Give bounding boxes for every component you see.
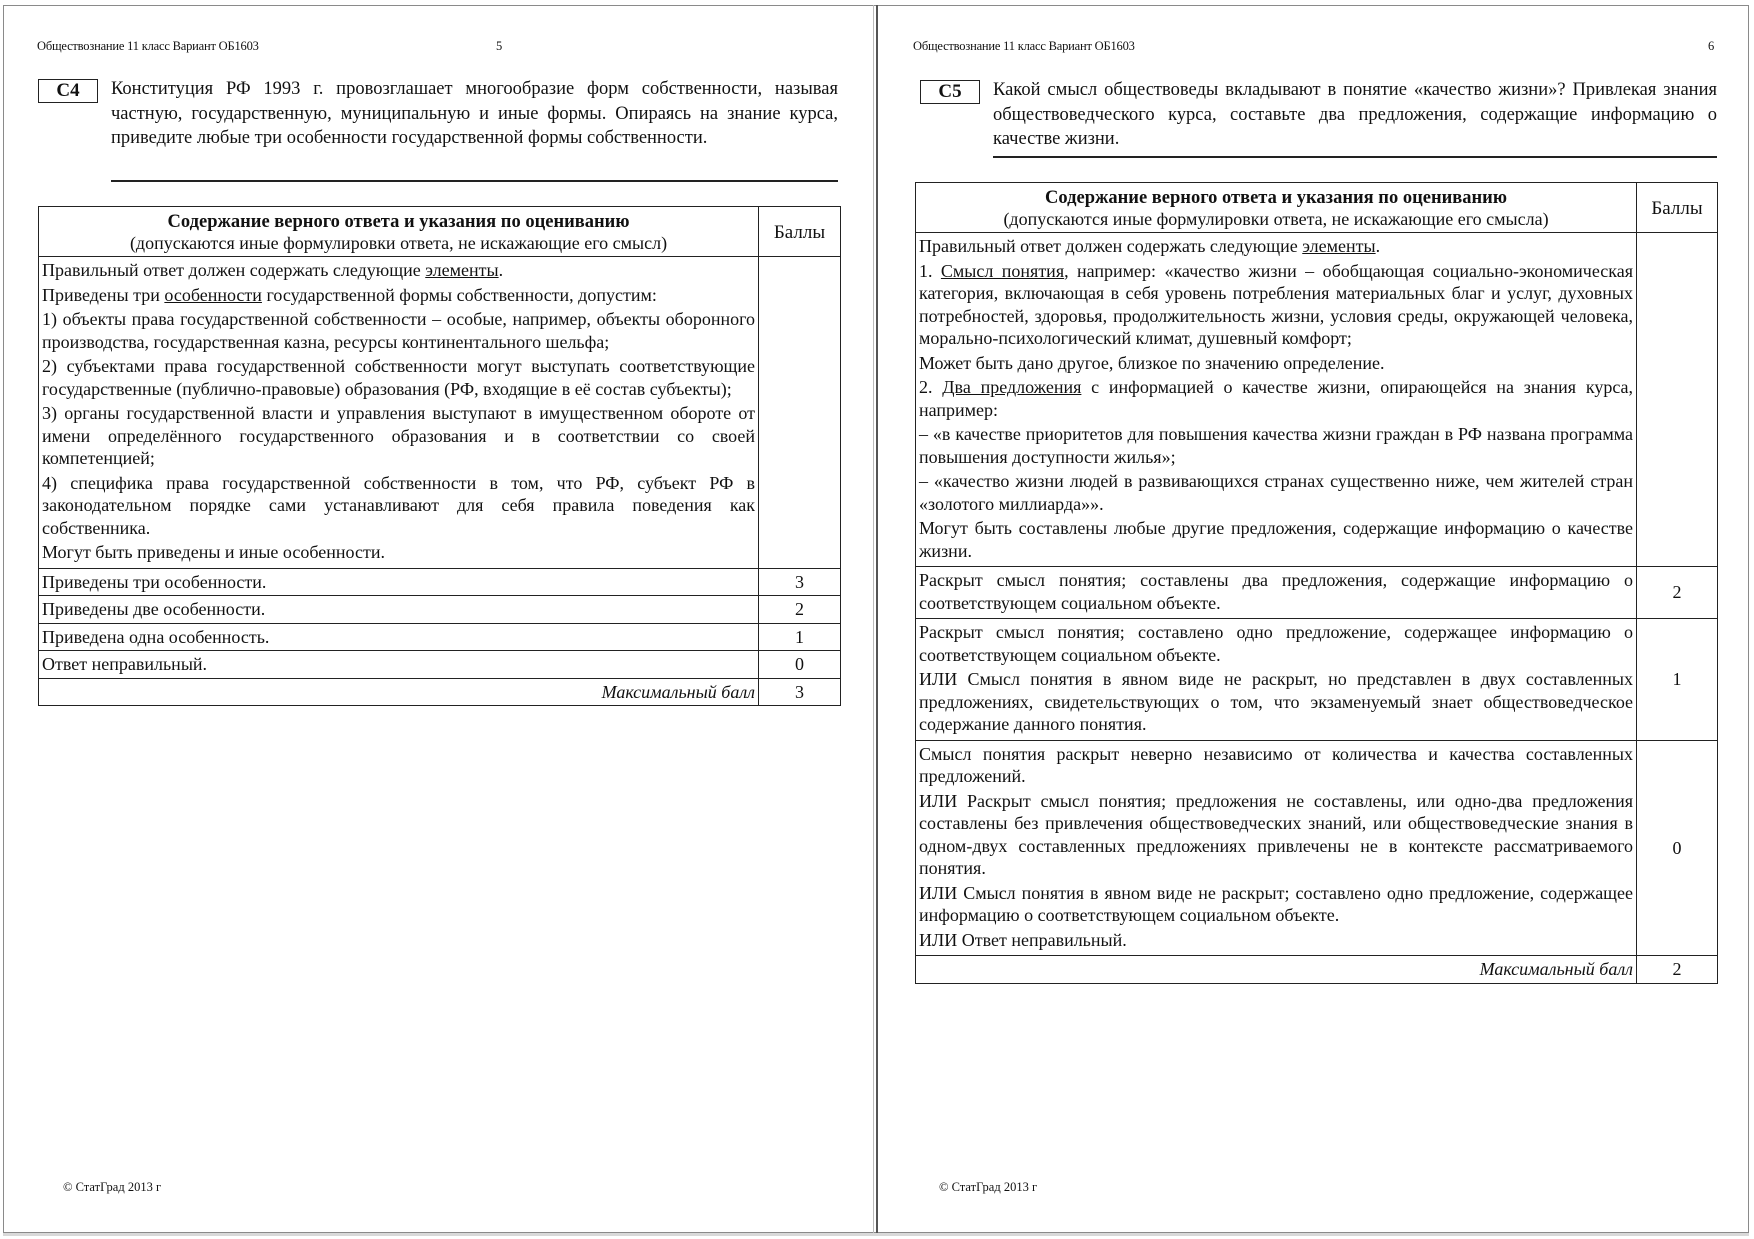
content-row bbox=[39, 257, 841, 569]
task-underline bbox=[111, 180, 838, 182]
header-content bbox=[39, 207, 759, 257]
table-row bbox=[916, 619, 1718, 741]
criterion-paragraph: Смысл понятия раскрыт неверно независимо от количества и качества составленных предложений. bbox=[919, 743, 1634, 786]
intro-suffix: . bbox=[1375, 236, 1381, 256]
score: 2 bbox=[759, 596, 841, 624]
list-item: 4) специфика права государственной собственности в том, что РФ, субъект РФ в законодательном порядке сами устанавливают для себя правила поведения как собственника. bbox=[42, 472, 756, 538]
page-number: 5 bbox=[496, 39, 503, 53]
score: 1 bbox=[759, 623, 841, 651]
element-text: с информацией о качестве жизни, опирающейся на знания курса, например: bbox=[919, 377, 1634, 420]
criterion: Приведены три особенности. bbox=[39, 568, 759, 596]
lead-suffix: государственной формы собственности, допустим: bbox=[261, 284, 657, 305]
criterion-paragraph: ИЛИ Ответ неправильный. bbox=[919, 929, 1127, 950]
content-row bbox=[916, 233, 1718, 567]
table-header-row bbox=[39, 207, 841, 257]
running-head: Обществознание 11 класс Вариант ОБ1603 bbox=[37, 39, 259, 53]
header-sub: (допускаются иные формулировки ответа, не искажающие его смысла) bbox=[1003, 209, 1549, 229]
header-main: Содержание верного ответа и указания по оцениванию bbox=[167, 212, 630, 232]
table-row bbox=[39, 568, 841, 596]
header-score: Баллы bbox=[759, 207, 841, 257]
copyright-footer: © СтатГрад 2013 г bbox=[939, 1180, 1038, 1194]
score: 2 bbox=[1637, 567, 1718, 619]
max-score-row bbox=[39, 678, 841, 706]
running-head: Обществознание 11 класс Вариант ОБ1603 bbox=[913, 39, 1135, 53]
element-number: 1. bbox=[919, 260, 941, 281]
lead-text: Приведены три bbox=[42, 284, 165, 305]
max-score-value: 2 bbox=[1637, 956, 1718, 984]
bottom-edge bbox=[3, 1233, 1749, 1236]
closing-note: Могут быть приведены и иные особенности. bbox=[42, 542, 385, 562]
element-number: 2. bbox=[919, 377, 943, 397]
intro-text: Правильный ответ должен содержать следующие bbox=[42, 260, 426, 280]
list-item: 3) органы государственной власти и управления выступают в имущественном обороте от имени определённого государственного образования и в соответствии со своей компетенцией; bbox=[42, 403, 756, 468]
intro-underlined: элементы bbox=[425, 260, 499, 280]
score: 3 bbox=[759, 568, 841, 596]
intro-underlined: элементы bbox=[1302, 236, 1376, 256]
header-score: Баллы bbox=[1637, 183, 1718, 233]
element-title: Смысл понятия bbox=[940, 260, 1065, 281]
answer-table-c5 bbox=[915, 182, 1718, 984]
criterion: Приведены две особенности. bbox=[39, 596, 759, 624]
criterion-paragraph: Раскрыт смысл понятия; составлены два предложения, содержащие информацию о соответствующем социальном объекте. bbox=[919, 570, 1634, 613]
criterion: Ответ неправильный. bbox=[39, 651, 759, 679]
criterion: Приведена одна особенность. bbox=[39, 623, 759, 651]
element-title: Два предложения bbox=[942, 377, 1082, 397]
list-item: 2) субъектами права государственной собственности могут выступать соответствующие государственные (публично-правовые) образования (РФ, входящие в её состав субъекты); bbox=[42, 356, 756, 399]
max-score-value: 3 bbox=[759, 678, 841, 706]
element-1-note: Может быть дано другое, близкое по значению определение. bbox=[919, 352, 1385, 373]
table-header-row bbox=[916, 183, 1718, 233]
max-score-label: Максимальный балл bbox=[916, 956, 1637, 984]
lead-underlined: особенности bbox=[164, 284, 262, 305]
task-id-badge: C4 bbox=[38, 79, 98, 103]
score: 0 bbox=[1637, 740, 1718, 956]
score-cell-empty bbox=[759, 257, 841, 569]
answer-table-c4 bbox=[38, 206, 841, 706]
page-5 bbox=[3, 5, 876, 1233]
intro-suffix: . bbox=[498, 260, 504, 280]
score: 0 bbox=[759, 651, 841, 679]
task-underline bbox=[993, 156, 1717, 158]
criterion-paragraph: ИЛИ Смысл понятия в явном виде не раскрыт; составлено одно предложение, содержащее информацию о соответствующем социальном объекте. bbox=[919, 882, 1634, 925]
header-content bbox=[916, 183, 1637, 233]
table-row bbox=[39, 623, 841, 651]
task-id-badge: C5 bbox=[920, 80, 980, 104]
task-text: Какой смысл обществоведы вкладывают в понятие «качество жизни»? Привлекая знания обществоведческого курса, составьте два предложения, содержащие информацию о качестве жизни. bbox=[993, 80, 1717, 149]
answer-content bbox=[916, 233, 1637, 567]
table-row bbox=[39, 596, 841, 624]
max-score-label: Максимальный балл bbox=[39, 678, 759, 706]
table-row bbox=[916, 740, 1718, 956]
table-row bbox=[39, 651, 841, 679]
intro-line bbox=[919, 235, 1633, 258]
max-score-row bbox=[916, 956, 1718, 984]
score: 1 bbox=[1637, 619, 1718, 741]
intro-text: Правильный ответ должен содержать следующие bbox=[919, 236, 1303, 256]
example-item: – «качество жизни людей в развивающихся странах существенно ниже, чем жителей стран «золотого миллиарда»». bbox=[919, 471, 1634, 514]
criterion bbox=[916, 619, 1637, 741]
example-item: – «в качестве приоритетов для повышения качества жизни граждан в РФ названа программа повышения доступности жилья»; bbox=[919, 424, 1634, 467]
criterion bbox=[916, 567, 1637, 619]
intro-line bbox=[42, 259, 755, 282]
answer-content bbox=[39, 257, 759, 569]
criterion-paragraph: Раскрыт смысл понятия; составлено одно предложение, содержащее информацию о соответствующем социальном объекте. bbox=[919, 622, 1634, 665]
element-1 bbox=[919, 260, 1633, 350]
element-text: , например: «качество жизни – обобщающая социально-экономическая категория, включающая в себя уровень потребления материальных благ и услуг, духовных потребностей, здоровья, продолжительность жизни, условия среды, окружающей человека, морально-психологический климат, душевный комфорт; bbox=[919, 260, 1634, 348]
element-2 bbox=[919, 376, 1633, 421]
lead-line bbox=[42, 284, 755, 307]
list-item: 1) объекты права государственной собственности – особые, например, объекты оборонного производства, государственная казна, ресурсы континентального шельфа; bbox=[42, 309, 756, 352]
table-row bbox=[916, 567, 1718, 619]
criterion-paragraph: ИЛИ Раскрыт смысл понятия; предложения не составлены, или одно-два предложения составлены без привлечения обществоведческих знаний, или обществоведческие знания в одном-двух составленных предложениях привлечены не в контексте рассматриваемого понятия. bbox=[919, 790, 1634, 878]
criterion-paragraph: ИЛИ Смысл понятия в явном виде не раскрыт, но представлен в двух составленных предложениях, свидетельствующих о том, что экзаменуемый знает обществоведческое содержание данного понятия. bbox=[919, 669, 1634, 734]
copyright-footer: © СтатГрад 2013 г bbox=[63, 1180, 162, 1194]
header-main: Содержание верного ответа и указания по оцениванию bbox=[1045, 188, 1507, 208]
header-sub: (допускаются иные формулировки ответа, не искажающие его смысл) bbox=[129, 233, 668, 253]
page-6 bbox=[878, 5, 1751, 1233]
score-cell-empty bbox=[1637, 233, 1718, 567]
closing-note: Могут быть составлены любые другие предложения, содержащие информацию о качестве жизни. bbox=[919, 518, 1634, 561]
page-number: 6 bbox=[1708, 39, 1715, 53]
criterion bbox=[916, 740, 1637, 956]
task-text: Конституция РФ 1993 г. провозглашает многообразие форм собственности, называя частную, государственную, муниципальную и иные формы. Опираясь на знание курса, приведите любые три особенности государственной формы собственности. bbox=[111, 79, 838, 148]
